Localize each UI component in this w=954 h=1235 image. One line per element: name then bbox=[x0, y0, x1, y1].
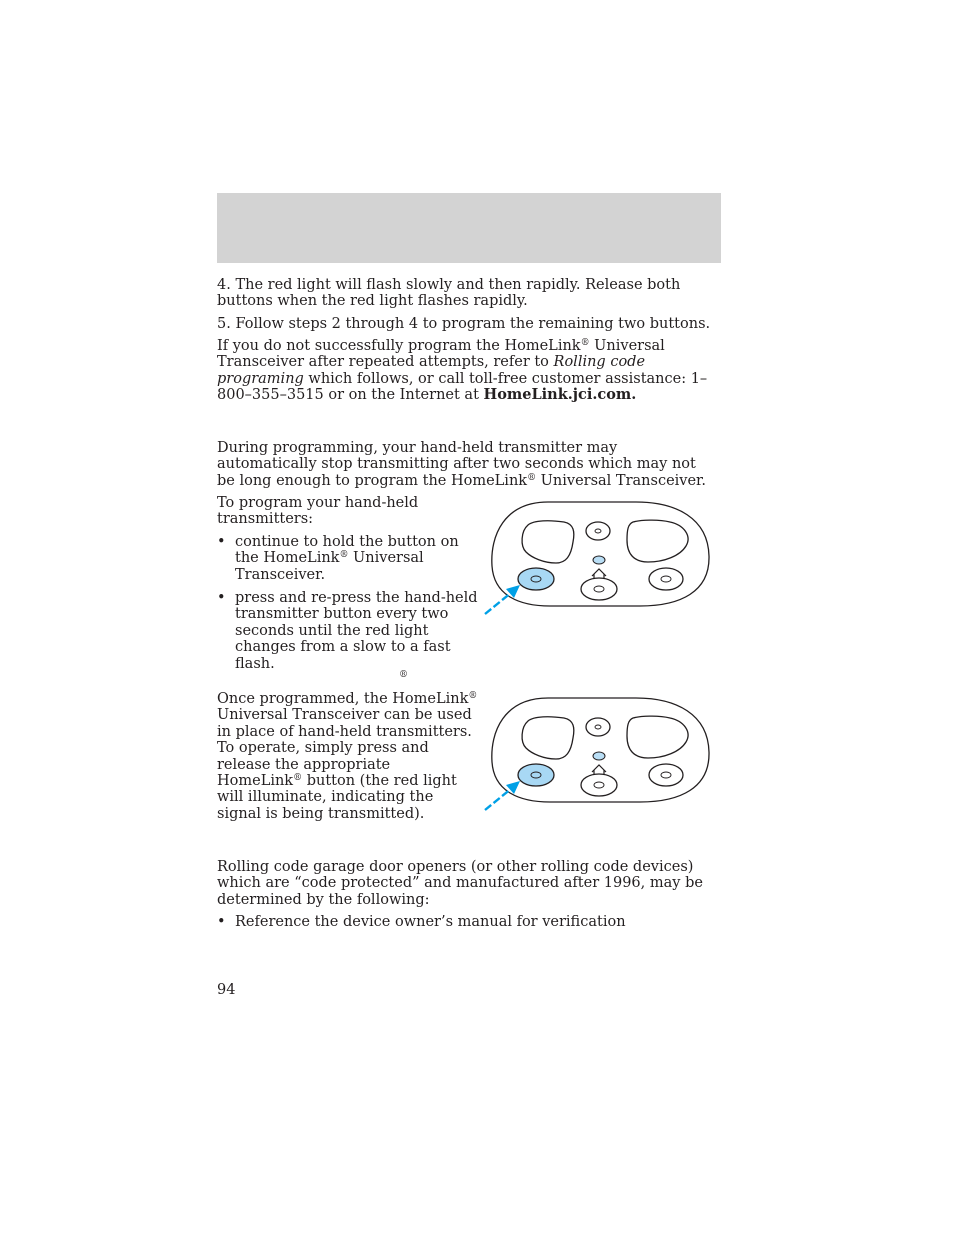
rolling-code-reference: Rolling code programing bbox=[217, 354, 646, 387]
top-small-button bbox=[586, 718, 610, 736]
unsuccessful-text-1: If you do not successfully program the HomeLink bbox=[217, 338, 581, 354]
homelink-button-1 bbox=[518, 568, 554, 590]
once-text-3: button (the red light will illuminate, indicating the signal is being transmitted). bbox=[217, 773, 457, 822]
step-5-paragraph: 5. Follow steps 2 through 4 to program the remaining two buttons. bbox=[217, 316, 711, 332]
registered-mark: ® bbox=[468, 691, 478, 701]
during-text-1: During programming, your hand-held transmitter may automatically stop transmitting after two seconds which may not be long enough to program the HomeLink bbox=[217, 440, 696, 489]
rolling-code-bullet-text: Reference the device owner’s manual for verification bbox=[235, 914, 626, 930]
homelink-website: HomeLink.jci.com. bbox=[483, 386, 637, 404]
section-header-band bbox=[217, 193, 721, 263]
once-text-2: Universal Transceiver can be used in place of hand-held transmitters. To operate, simply press and release the appropriate HomeLink bbox=[217, 707, 472, 790]
registered-mark: ® bbox=[580, 338, 590, 348]
registered-mark: ® bbox=[527, 472, 537, 483]
bullet-dot: • bbox=[217, 914, 226, 930]
page-number: 94 bbox=[217, 982, 236, 998]
registered-mark: ® bbox=[293, 773, 303, 784]
during-text-2: Universal Transceiver. bbox=[536, 472, 707, 489]
bullet-dot: • bbox=[217, 590, 226, 606]
during-programming-paragraph bbox=[217, 440, 717, 489]
homelink-button-3 bbox=[649, 764, 683, 786]
indicator-light bbox=[593, 556, 605, 564]
bullet-2-text: press and re-press the hand-held transmitter button every two seconds until the red light changes from a slow to a fast flash. bbox=[235, 590, 478, 672]
homelink-button-2 bbox=[581, 774, 617, 796]
registered-mark: ® bbox=[339, 550, 349, 561]
list-item bbox=[217, 534, 479, 583]
once-text-1: Once programmed, the HomeLink bbox=[217, 691, 469, 707]
homelink-console-diagram bbox=[480, 692, 712, 817]
rolling-code-paragraph: Rolling code garage door openers (or other rolling code devices) which are “code protected” and manufactured after 1996, may be determined by the following: bbox=[217, 859, 703, 908]
homelink-console-diagram bbox=[480, 496, 712, 621]
registered-mark: ® bbox=[399, 670, 408, 680]
indicator-light bbox=[593, 752, 605, 760]
homelink-button-3 bbox=[649, 568, 683, 590]
bullet-1-text-1: continue to hold the button on the HomeLink bbox=[235, 534, 459, 567]
list-item bbox=[217, 914, 717, 930]
to-program-intro: To program your hand-held transmitters: bbox=[217, 495, 419, 528]
bullet-dot: • bbox=[217, 534, 226, 550]
unsuccessful-text-2: Universal Transceiver after repeated attempts, refer to bbox=[217, 338, 665, 371]
top-small-button bbox=[586, 522, 610, 540]
homelink-button-1 bbox=[518, 764, 554, 786]
homelink-button-2 bbox=[581, 578, 617, 600]
bullet-1-text-2: Universal Transceiver. bbox=[235, 550, 424, 583]
step-4-paragraph: 4. The red light will flash slowly and then rapidly. Release both buttons when the red light flashes rapidly. bbox=[217, 277, 681, 310]
unsuccessful-paragraph bbox=[217, 338, 717, 404]
once-programmed-paragraph bbox=[217, 691, 479, 822]
list-item bbox=[217, 590, 479, 672]
unsuccessful-text-3: which follows, or call toll-free customer assistance: 1–800–355–3515 or on the Internet at bbox=[217, 370, 708, 404]
